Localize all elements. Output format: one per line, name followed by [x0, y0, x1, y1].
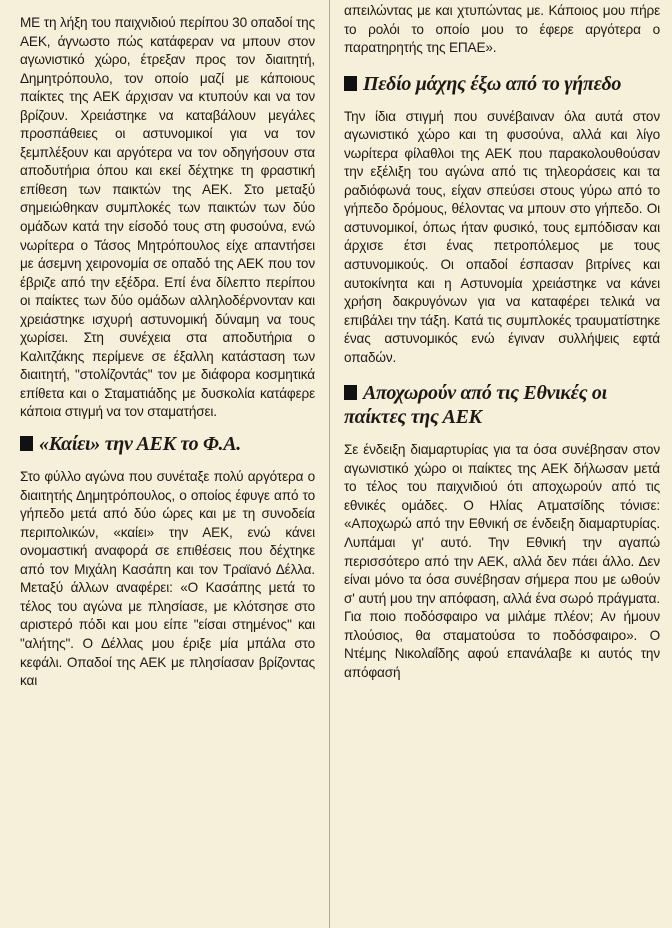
section-heading: [344, 72, 660, 96]
left-column: [20, 14, 315, 691]
right-column: [344, 0, 660, 682]
article-paragraph: Στο φύλλο αγώνα που συνέταξε πολύ αργότερα ο διαιτητής Δημητρόπουλος, ο οποίος έφυγε από το γήπεδο μετά από δύο ώρες και με τη συνοδεία περιπολικών, «καίει» την ΑΕΚ, ενώ κάνει ονομαστική αναφορά σε επιθέσεις που δέχτηκε από τον Μιχάλη Κασάπη και τον Τραϊανό Δέλλα. Μεταξύ άλλων αναφέρει: «Ο Κασάπης μετά το τέλος του αγώνα με πλησίασε, με κλότσησε στο αριστερό πόδι και μου είπε "είσαι στημένος" και "αλήτης". Ο Δέλλας μου έριξε μία μπάλα στο κεφάλι. Οπαδοί της ΑΕΚ με πλησίασαν βρίζοντας και: [20, 469, 315, 689]
article-paragraph: Σε ένδειξη διαμαρτυρίας για τα όσα συνέβησαν στον αγωνιστικό χώρο οι παίκτες της ΑΕΚ δήλωσαν μετά το τέλος του παιχνιδιού ότι αποχωρούν από τις εθνικές ομάδες. Ο Ηλίας Ατματσίδης τόνισε: «Αποχωρώ από την Εθνική σε ένδειξη διαμαρτυρίας. Λυπάμαι γι' αυτό. Την Εθνική την αγαπώ περισσότερο από την ΑΕΚ, αλλά δεν πάει άλλο. Δεν είναι μόνο τα όσα συνέβησαν σήμερα που με ωθούν σ' αυτή μου την απόφαση, αλλά ένα σωρό πράγματα. Για ποιο ποδόσφαιρο να μιλάμε πλέον; Αν ήμουν πλούσιος, θα σταματούσα το ποδόσφαιρο». Ο Ντέμης Νικολαΐδης αφού επανάλαβε κι αυτός την απόφασή: [344, 442, 660, 680]
column-divider: [329, 0, 330, 928]
section-heading-text: Πεδίο μάχης έξω από το γήπεδο: [363, 72, 622, 95]
section-heading-text: «Καίει» την ΑΕΚ το Φ.Α.: [39, 433, 241, 456]
article-paragraph: απειλώντας με και χτυπώντας με. Κάποιος μου πήρε το ρολόι το οποίο μου το έφερε αργότερα ο παρατηρητής της ΕΠΑΕ».: [344, 3, 660, 56]
section-heading-text: Αποχωρούν από τις Εθνικές οι παίκτες της ΑΕΚ: [344, 382, 607, 429]
article-paragraph: ΜΕ τη λήξη του παιχνιδιού περίπου 30 οπαδοί της ΑΕΚ, άγνωστο πώς κατάφεραν να μπουν στον αγωνιστικό χώρο, έτρεξαν προς τον διαιτητή, Δημητρόπουλο, τον οποίο μαζί με κάποιους παίκτες της ΑΕΚ άρχισαν να κτυπούν και να τον βρίζουν. Χρειάστηκε να καταβάλουν μεγάλες προσπάθειες οι αστυνομικοί για να τον ξεμπλέξουν και αργότερα να τον οδηγήσουν στα αποδυτήρια όπου και εκεί δέχτηκε τη φραστική επίθεση των παικτών της ΑΕΚ. Στο μεταξύ σημειώθηκαν συμπλοκές των παικτών των δύο ομάδων κατά την είσοδό τους στη φυσούνα, ενώ νωρίτερα ο Τάσος Μητρόπουλος είχε απαντήσει με άσεμνη χειρονομία σε οπαδό της ΑΕΚ που τον έβριζε από την εξέδρα. Επί ένα δίλεπτο περίπου οι παίκτες των δύο ομάδων αλληλοδέρνονταν και χρειάστηκε ισχυρή αστυνομική δύναμη να τους χωρίσει. Στη συνέχεια στα αποδυτήρια ο Καλιτζάκης περίμενε σε έξαλλη κατάσταση των διαιτητή, "στολίζοντάς" τον με διάφορα κοσμητικά επίθετα και ο Σταματιάδης με δυσκολία κατάφερε κάποια στιγμή να τον σταματήσει.: [20, 15, 315, 420]
section-heading: [20, 432, 315, 456]
bullet-square-icon: [344, 76, 357, 91]
bullet-square-icon: [20, 436, 33, 451]
article-paragraph: Την ίδια στιγμή που συνέβαιναν όλα αυτά στον αγωνιστικό χώρο και τη φυσούνα, αλλά και λίγο νωρίτερα φίλαθλοι της ΑΕΚ που παρακολουθούσαν την εξέλιξη του αγώνα από τις τηλεοράσεις και τα ραδιόφωνά τους, είχαν σπεύσει στους γύρω από το γήπεδο δρόμους, θέλοντας να μπουν στο γήπεδο. Οι αστυνομικοί, όπως ήταν φυσικό, τους εμπόδισαν και άρχισε έτσι ένας πετροπόλεμος με τους αστυνομικούς. Οι οπαδοί έσπασαν βιτρίνες και αυτοκίνητα και η Αστυνομία χρειάστηκε να κάνει χρήση δακρυγόνων για να καταφέρει τελικά να επιβάλει την τάξη. Κατά τις συμπλοκές τραυματίστηκε ένας αστυνομικός ενώ έγιναν συλλήψεις εφτά οπαδών.: [344, 108, 660, 365]
bullet-square-icon: [344, 385, 357, 400]
section-heading: [344, 381, 660, 429]
